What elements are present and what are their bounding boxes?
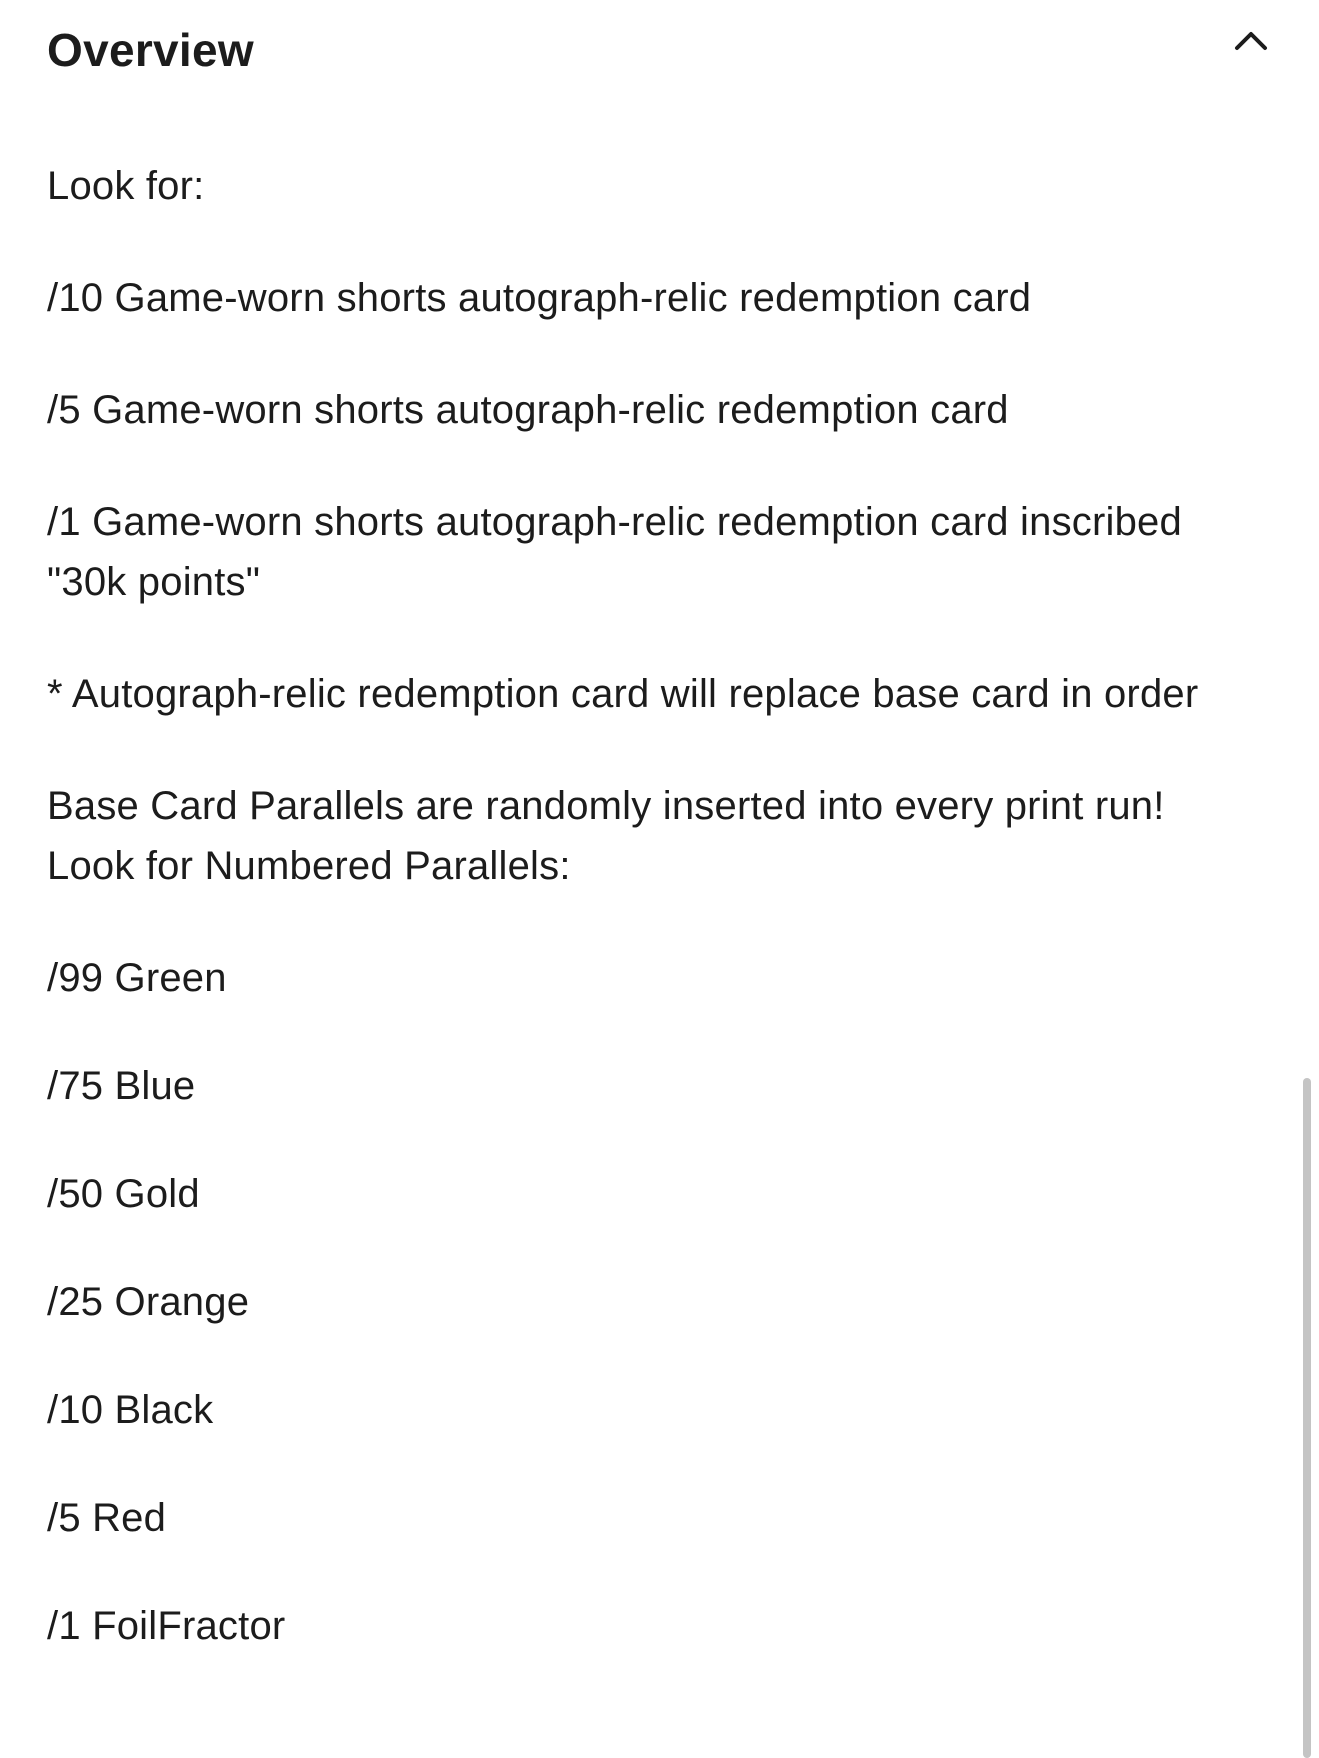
look-for-label: Look for: (47, 164, 205, 208)
overview-section-header[interactable] (0, 0, 1319, 100)
parallel-item: /25 Orange (47, 1280, 250, 1324)
redemption-note: * Autograph-relic redemption card will replace base card in order (47, 672, 1199, 716)
overview-content (47, 156, 1247, 1656)
parallel-item: /5 Red (47, 1496, 167, 1540)
parallel-item: /10 Black (47, 1388, 214, 1432)
parallel-item: /75 Blue (47, 1064, 196, 1108)
scrollbar-thumb[interactable] (1303, 1078, 1311, 1758)
redemption-card-item: /5 Game-worn shorts autograph-relic redemption card (47, 388, 1009, 432)
redemption-card-item: /10 Game-worn shorts autograph-relic redemption card (47, 276, 1032, 320)
parallel-item: /99 Green (47, 956, 227, 1000)
parallel-item: /1 FoilFractor (47, 1604, 286, 1648)
section-title: Overview (47, 24, 254, 76)
parallel-item: /50 Gold (47, 1172, 200, 1216)
chevron-up-icon (1224, 14, 1278, 68)
parallels-intro: Base Card Parallels are randomly inserted into every print run! Look for Numbered Parallels: (47, 784, 1165, 888)
collapse-toggle-button[interactable] (1224, 14, 1278, 68)
redemption-card-item: /1 Game-worn shorts autograph-relic redemption card inscribed "30k points" (47, 500, 1182, 604)
